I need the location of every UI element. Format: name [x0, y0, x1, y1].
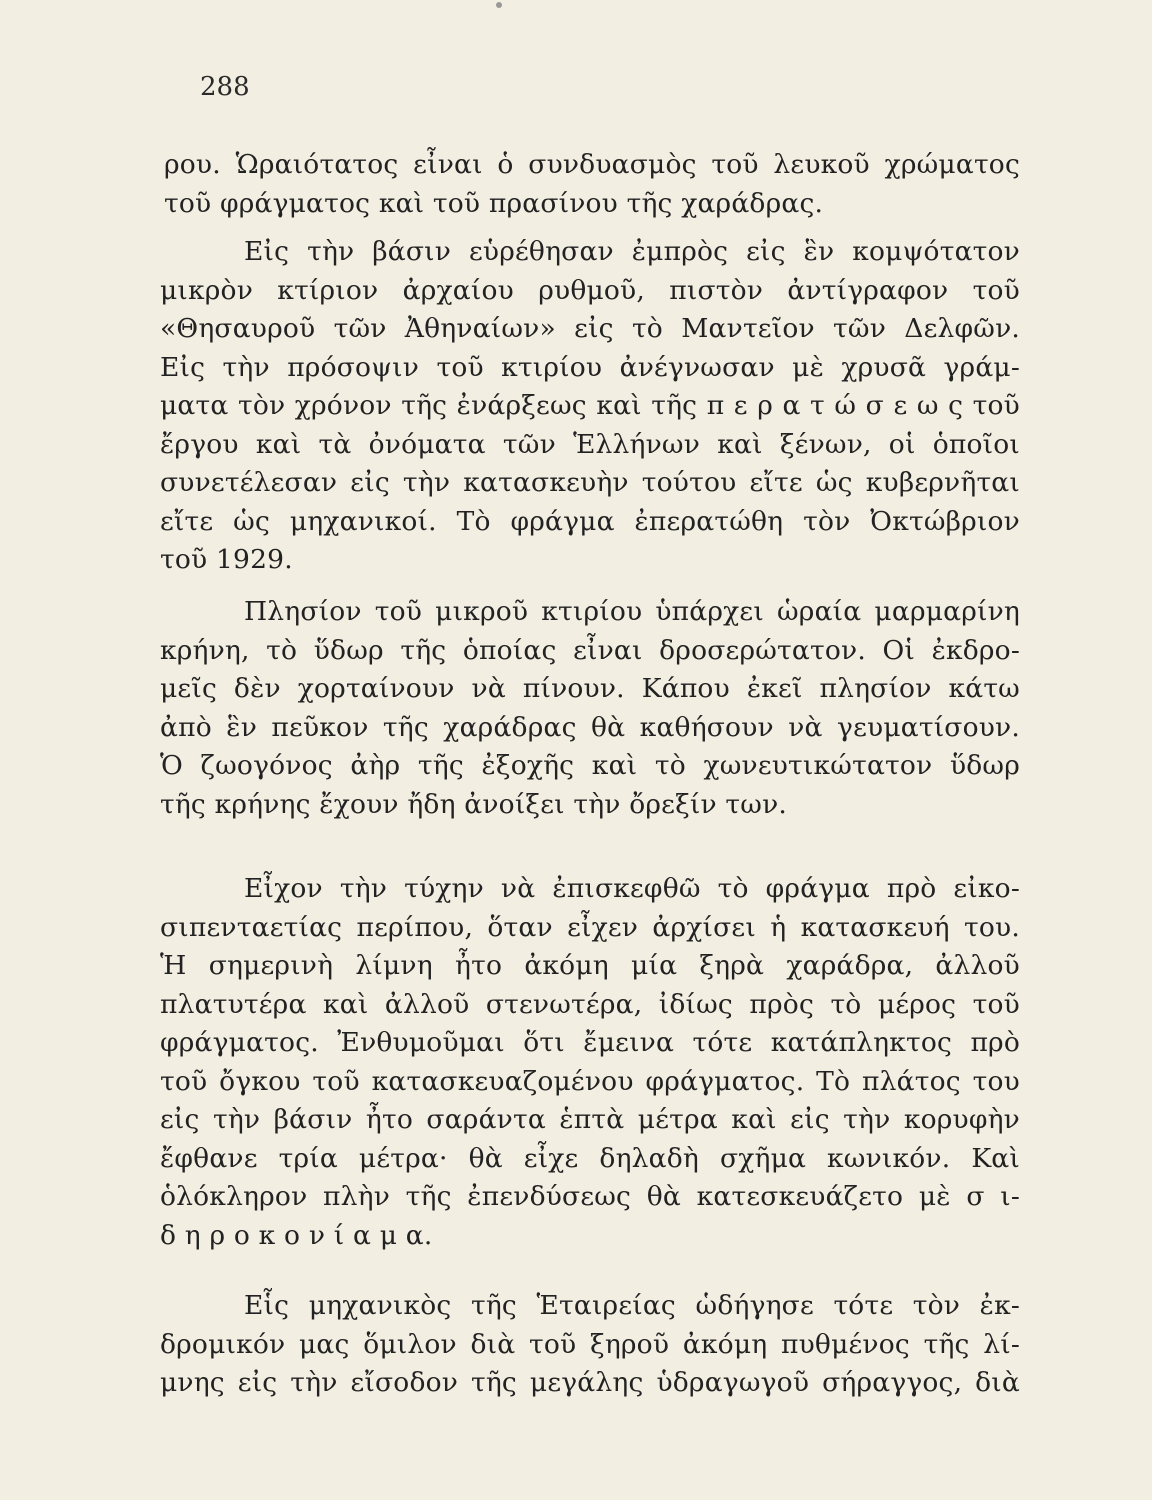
text-line: τοῦ 1929. — [160, 544, 293, 575]
text-line: τοῦ ὄγκου τοῦ κατασκευαζομένου φράγματος. Τὸ πλάτος του — [160, 1065, 1020, 1097]
text-line: ρου. Ὡραιότατος εἶναι ὁ συνδυασμὸς τοῦ λευκοῦ χρώματος — [164, 149, 1020, 180]
text-line: Εἷς μηχανικὸς τῆς Ἑταιρείας ὡδήγησε τότε τὸν ἐκ- — [244, 1290, 1020, 1321]
text-line: Πλησίον τοῦ μικροῦ κτιρίου ὑπάρχει ὡραία μαρμαρίνη — [244, 596, 1020, 627]
text-line: Εἰς τὴν πρόσοψιν τοῦ κτιρίου ἀνέγνωσαν μὲ χρυσᾶ γράμ- — [160, 351, 1020, 383]
text-line: Ὁ ζωογόνος ἀὴρ τῆς ἐξοχῆς καὶ τὸ χωνευτικώτατον ὕδωρ — [160, 750, 1020, 781]
paragraph-1 — [160, 146, 1020, 223]
text-line: εἰς τὴν βάσιν ἦτο σαράντα ἑπτὰ μέτρα καὶ εἰς τὴν κορυφὴν — [160, 1104, 1020, 1135]
text-line: Εἶχον τὴν τύχην νὰ ἐπισκεφθῶ τὸ φράγμα πρὸ εἰκο- — [244, 873, 1020, 904]
text-line: μνης εἰς τὴν εἴσοδον τῆς μεγάλης ὑδραγωγοῦ σήραγγος, διὰ — [160, 1367, 1020, 1398]
paragraph-5 — [160, 1287, 1020, 1403]
text-line: συνετέλεσαν εἰς τὴν κατασκευὴν τούτου εἴτε ὡς κυβερνῆται — [160, 467, 1020, 498]
paragraph-2 — [160, 233, 1020, 580]
text-line: μεῖς δὲν χορταίνουν νὰ πίνουν. Κάπου ἐκεῖ πλησίον κάτω — [160, 673, 1020, 704]
text-line: πλατυτέρα καὶ ἀλλοῦ στενωτέρα, ἰδίως πρὸς τὸ μέρος τοῦ — [160, 988, 1020, 1020]
text-line: ματα τὸν χρόνον τῆς ἐνάρξεως καὶ τῆς π ε ρ α τ ώ σ ε ω ς τοῦ — [160, 390, 1020, 421]
text-line: «Θησαυροῦ τῶν Ἀθηναίων» εἰς τὸ Μαντεῖον τῶν Δελφῶν. — [160, 313, 1020, 344]
text-line: Ἡ σημερινὴ λίμνη ἦτο ἀκόμη μία ξηρὰ χαράδρα, ἀλλοῦ — [160, 950, 1020, 981]
text-line: Εἰς τὴν βάσιν εὑρέθησαν ἐμπρὸς εἰς ἓν κομψότατον — [244, 236, 1020, 267]
text-line: εἴτε ὡς μηχανικοί. Τὸ φράγμα ἐπερατώθη τὸν Ὀκτώβριον — [160, 505, 1020, 537]
paragraph-3 — [160, 593, 1020, 824]
text-line: κρήνη, τὸ ὕδωρ τῆς ὁποίας εἶναι δροσερώτατον. Οἱ ἐκδρο- — [160, 634, 1020, 666]
page-number: 288 — [200, 72, 250, 102]
text-line: δρομικόν μας ὅμιλον διὰ τοῦ ξηροῦ ἀκόμη πυθμένος τῆς λί- — [160, 1328, 1020, 1360]
text-line: σιπενταετίας περίπου, ὅταν εἶχεν ἀρχίσει ἡ κατασκευή του. — [160, 911, 1020, 943]
text-line: ὁλόκληρον πλὴν τῆς ἐπενδύσεως θὰ κατεσκευάζετο μὲ σ ι- — [160, 1181, 1020, 1212]
print-speck — [496, 2, 502, 8]
text-line: τοῦ φράγματος καὶ τοῦ πρασίνου τῆς χαράδρας. — [164, 187, 824, 219]
text-line: ἀπὸ ἓν πεῦκον τῆς χαράδρας θὰ καθήσουν νὰ γευματίσουν. — [160, 711, 1020, 743]
text-line: μικρὸν κτίριον ἀρχαίου ρυθμοῦ, πιστὸν ἀντίγραφον τοῦ — [160, 274, 1020, 306]
text-line: ἔργου καὶ τὰ ὀνόματα τῶν Ἑλλήνων καὶ ξένων, οἱ ὁποῖοι — [160, 428, 1020, 460]
text-line: τῆς κρήνης ἔχουν ἤδη ἀνοίξει τὴν ὄρεξίν των. — [160, 788, 788, 820]
text-line: ἔφθανε τρία μέτρα· θὰ εἶχε δηλαδὴ σχῆμα κωνικόν. Καὶ — [160, 1142, 1020, 1174]
text-line: φράγματος. Ἐνθυμοῦμαι ὅτι ἔμεινα τότε κατάπληκτος πρὸ — [160, 1027, 1020, 1058]
text-line: δ η ρ ο κ ο ν ί α μ α. — [160, 1219, 433, 1251]
paragraph-4 — [160, 870, 1020, 1255]
